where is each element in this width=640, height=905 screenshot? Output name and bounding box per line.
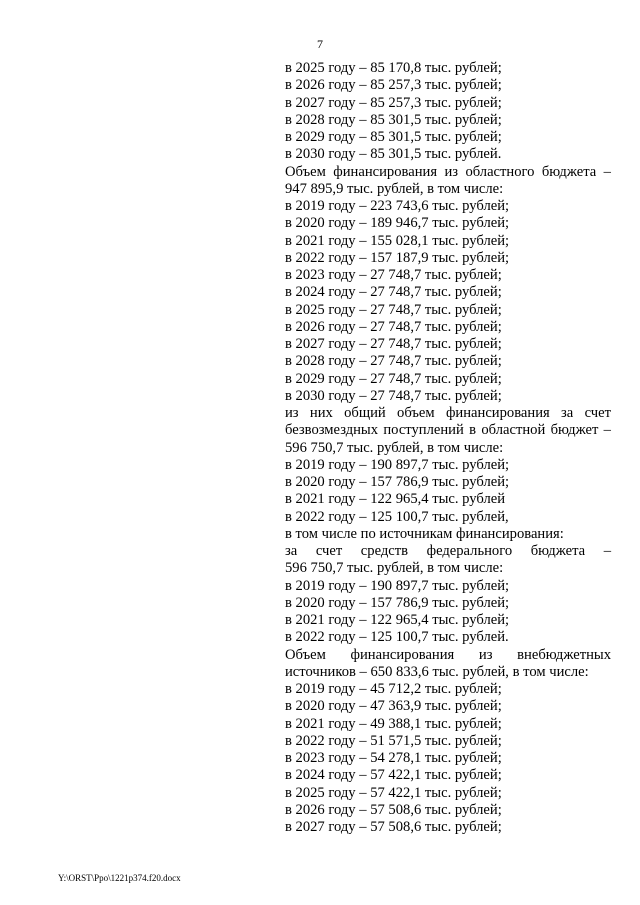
word: внебюджетных [517, 646, 611, 663]
word: Объем [285, 163, 326, 180]
justified-line [285, 543, 611, 560]
word: в [469, 422, 477, 439]
text-line: в 2021 году – 122 965,4 тыс. рублей [285, 491, 506, 508]
text-line: в 2022 году – 125 100,7 тыс. рублей. [285, 629, 509, 646]
page-number: 7 [317, 37, 323, 51]
word: – [603, 422, 611, 439]
word: бюджет [550, 422, 599, 439]
word: финансирования [445, 405, 550, 421]
word: за [285, 543, 298, 559]
text-line: в 2022 году – 125 100,7 тыс. рублей, [285, 508, 509, 525]
justified-line [285, 422, 611, 439]
word: бюджета [541, 163, 597, 180]
word: бюджета [530, 543, 586, 559]
justified-line [285, 164, 611, 181]
word: – [603, 163, 611, 180]
word: областного [465, 163, 535, 180]
word: федерального [426, 543, 513, 559]
text-line: в 2027 году – 57 508,6 тыс. рублей; [285, 819, 502, 835]
text-line: в 2029 году – 85 301,5 тыс. рублей; [285, 129, 502, 145]
justified-line [285, 405, 611, 422]
text-line: в 2026 году – 27 748,7 тыс. рублей; [285, 318, 502, 335]
text-line: в 2024 году – 27 748,7 тыс. рублей; [285, 284, 502, 301]
word: счет [315, 543, 343, 559]
word: объем [397, 405, 435, 421]
word: счет [584, 405, 611, 421]
word: – [603, 543, 611, 559]
text-line: в 2022 году – 157 187,9 тыс. рублей; [285, 249, 510, 266]
word: общий [344, 405, 386, 421]
text-line: в 2025 году – 27 748,7 тыс. рублей; [285, 301, 502, 318]
word: из [478, 646, 493, 663]
text-line: 596 750,7 тыс. рублей, в том числе: [285, 560, 504, 577]
word: Объем [285, 646, 326, 663]
word: финансирования [333, 163, 438, 180]
text-line: в 2028 году – 85 301,5 тыс. рублей; [285, 111, 502, 128]
text-line: в том числе по источникам финансирования: [285, 525, 564, 542]
text-line: в 2030 году – 85 301,5 тыс. рублей. [285, 146, 502, 163]
text-line: в 2023 году – 54 278,1 тыс. рублей; [285, 750, 502, 766]
text-line: в 2021 году – 49 388,1 тыс. рублей; [285, 715, 502, 732]
text-line: в 2028 году – 27 748,7 тыс. рублей; [285, 353, 502, 370]
word: средств [360, 543, 409, 559]
text-line: в 2026 году – 85 257,3 тыс. рублей; [285, 77, 502, 94]
text-line: в 2027 году – 27 748,7 тыс. рублей; [285, 336, 502, 352]
justified-line [285, 647, 611, 664]
text-line: в 2020 году – 47 363,9 тыс. рублей; [285, 698, 502, 715]
text-line: в 2019 году – 223 743,6 тыс. рублей; [285, 198, 510, 214]
text-line: в 2029 году – 27 748,7 тыс. рублей; [285, 370, 502, 387]
word: финансирования [350, 646, 455, 663]
word: из [285, 405, 299, 421]
document-body [285, 60, 611, 836]
text-line: в 2020 году – 189 946,7 тыс. рублей; [285, 215, 510, 232]
text-line: в 2020 году – 157 786,9 тыс. рублей; [285, 594, 510, 611]
word: за [561, 405, 574, 421]
word: них [309, 405, 333, 421]
text-line: в 2019 году – 190 897,7 тыс. рублей; [285, 456, 510, 473]
word: поступлений [383, 422, 464, 439]
text-line: в 2023 году – 27 748,7 тыс. рублей; [285, 267, 502, 283]
text-line: в 2021 году – 122 965,4 тыс. рублей; [285, 612, 510, 628]
word: областной [481, 422, 546, 439]
text-line: в 2021 году – 155 028,1 тыс. рублей; [285, 232, 510, 249]
text-line: источников – 650 833,6 тыс. рублей, в том числе: [285, 663, 589, 680]
text-line: в 2020 году – 157 786,9 тыс. рублей; [285, 474, 510, 490]
text-line: в 2030 году – 27 748,7 тыс. рублей; [285, 387, 502, 404]
text-line: 596 750,7 тыс. рублей, в том числе: [285, 439, 504, 456]
text-line: в 2022 году – 51 571,5 тыс. рублей; [285, 732, 502, 749]
text-line: в 2019 году – 190 897,7 тыс. рублей; [285, 577, 510, 594]
text-line: в 2024 году – 57 422,1 тыс. рублей; [285, 767, 502, 784]
word: из [444, 163, 459, 180]
text-line: 947 895,9 тыс. рублей, в том числе: [285, 180, 504, 197]
text-line: в 2026 году – 57 508,6 тыс. рублей; [285, 801, 502, 818]
text-line: в 2025 году – 85 170,8 тыс. рублей; [285, 60, 502, 76]
footer-file-path: Y:\ORST\Ppo\1221p374.f20.docx [58, 873, 181, 883]
word: безвозмездных [285, 422, 379, 439]
text-line: в 2025 году – 57 422,1 тыс. рублей; [285, 784, 502, 801]
text-line: в 2019 году – 45 712,2 тыс. рублей; [285, 681, 502, 697]
text-line: в 2027 году – 85 257,3 тыс. рублей; [285, 94, 502, 111]
